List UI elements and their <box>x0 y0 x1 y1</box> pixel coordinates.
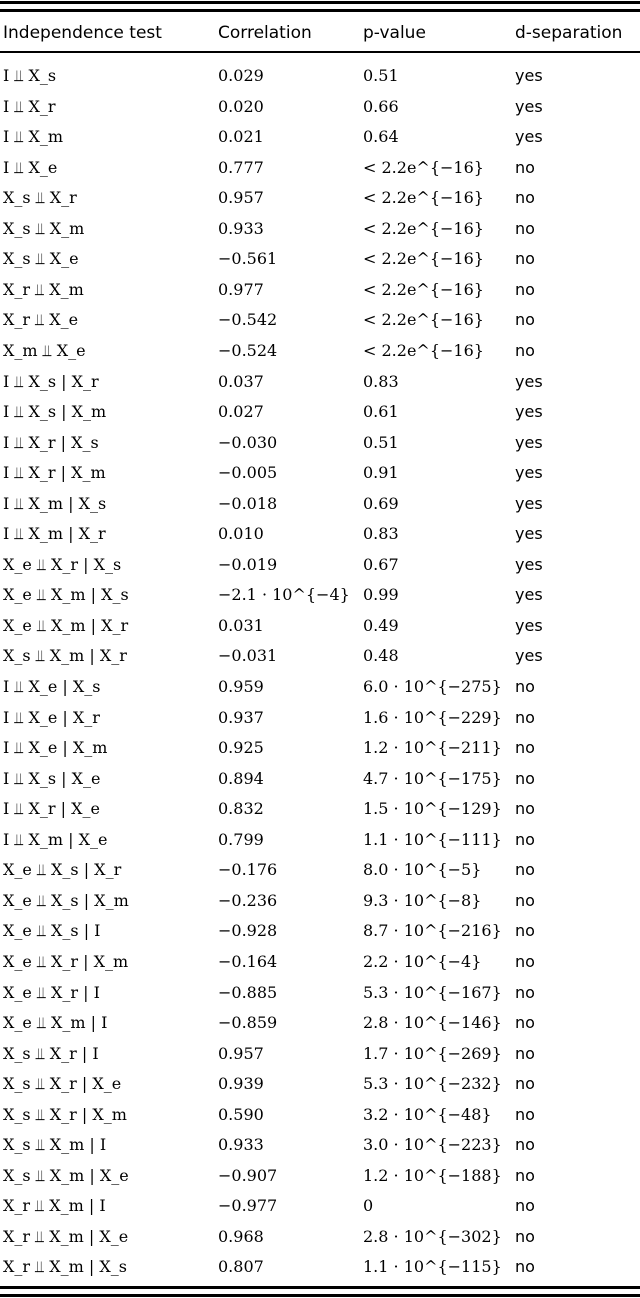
d-separation-cell: no <box>515 188 535 208</box>
correlation-cell: 0.029 <box>218 66 264 85</box>
correlation-cell: 0.959 <box>218 677 264 696</box>
p-value-cell: < 2.2e^{−16} <box>363 340 484 360</box>
independence-test-cell: X_s ⫫ X_r | X_m <box>3 1104 127 1124</box>
p-value-cell: 5.3 · 10^{−167} <box>363 982 502 1002</box>
independence-test-cell: X_r ⫫ X_e <box>3 310 79 330</box>
correlation-cell: −0.542 <box>218 310 278 330</box>
correlation-cell: 0.021 <box>218 127 264 147</box>
d-separation-cell: no <box>515 1196 535 1216</box>
independence-test-cell: X_r ⫫ X_m | X_s <box>3 1257 127 1277</box>
d-separation-cell: no <box>515 799 535 819</box>
p-value-cell: 2.2 · 10^{−4} <box>363 951 482 971</box>
d-separation-cell: no <box>515 951 535 971</box>
correlation-cell: −0.561 <box>218 249 278 269</box>
d-separation-cell: yes <box>515 493 543 513</box>
correlation-cell: 0.933 <box>218 218 264 238</box>
independence-test-cell: I ⫫ X_s <box>3 66 57 85</box>
table-row <box>0 61 640 91</box>
p-value-cell: 2.8 · 10^{−302} <box>363 1226 502 1246</box>
table-row <box>0 336 640 366</box>
independence-test-cell: I ⫫ X_m | X_r <box>3 524 106 544</box>
correlation-cell: −0.019 <box>218 554 278 574</box>
p-value-cell: 0.64 <box>363 127 399 147</box>
p-value-cell: < 2.2e^{−16} <box>363 310 484 330</box>
independence-test-cell: X_m ⫫ X_e <box>3 340 86 360</box>
d-separation-cell: yes <box>515 554 543 574</box>
correlation-cell: 0.590 <box>218 1104 264 1124</box>
table-row <box>0 489 640 519</box>
correlation-cell: 0.894 <box>218 768 264 788</box>
table-row <box>0 886 640 916</box>
correlation-cell: −0.018 <box>218 493 278 513</box>
correlation-cell: −0.030 <box>218 432 278 452</box>
d-separation-cell: no <box>515 310 535 330</box>
p-value-cell: 1.2 · 10^{−211} <box>363 738 502 758</box>
p-value-cell: 4.7 · 10^{−175} <box>363 768 502 788</box>
d-separation-cell: no <box>515 860 535 880</box>
p-value-cell: 9.3 · 10^{−8} <box>363 890 482 910</box>
independence-test-cell: X_e ⫫ X_r | X_m <box>3 951 129 971</box>
header-p-value: p-value <box>363 23 426 43</box>
p-value-cell: 0.66 <box>363 96 399 116</box>
table-row <box>0 305 640 335</box>
independence-test-cell: X_e ⫫ X_m | X_s <box>3 585 129 605</box>
correlation-cell: −0.885 <box>218 982 278 1002</box>
table-row <box>0 916 640 946</box>
table-row <box>0 794 640 824</box>
table-row <box>0 550 640 580</box>
correlation-cell: 0.968 <box>218 1226 264 1246</box>
correlation-cell: 0.031 <box>218 615 264 635</box>
p-value-cell: 3.2 · 10^{−48} <box>363 1104 492 1124</box>
correlation-cell: −0.031 <box>218 646 278 666</box>
p-value-cell: 1.7 · 10^{−269} <box>363 1043 502 1063</box>
p-value-cell: 1.6 · 10^{−229} <box>363 707 502 727</box>
table-row <box>0 641 640 671</box>
independence-test-cell: I ⫫ X_r | X_m <box>3 463 106 483</box>
p-value-cell: 1.2 · 10^{−188} <box>363 1165 502 1185</box>
d-separation-cell: yes <box>515 127 543 147</box>
d-separation-cell: no <box>515 1043 535 1063</box>
independence-test-cell: X_r ⫫ X_m | X_e <box>3 1226 129 1246</box>
table-row <box>0 153 640 183</box>
independence-test-cell: I ⫫ X_e <box>3 157 58 177</box>
p-value-cell: 8.0 · 10^{−5} <box>363 860 482 880</box>
independence-test-cell: X_e ⫫ X_r | X_s <box>3 554 122 574</box>
d-separation-cell: no <box>515 829 535 849</box>
p-value-cell: 0.83 <box>363 371 399 391</box>
p-value-cell: 0.83 <box>363 524 399 544</box>
independence-test-cell: I ⫫ X_r | X_e <box>3 799 100 819</box>
correlation-cell: −0.977 <box>218 1196 278 1216</box>
independence-test-cell: I ⫫ X_m <box>3 127 64 147</box>
independence-test-cell: X_e ⫫ X_m | X_r <box>3 615 129 635</box>
independence-test-cell: X_s ⫫ X_m | X_r <box>3 646 127 666</box>
independence-test-cell: X_s ⫫ X_m | X_e <box>3 1165 129 1185</box>
independence-test-cell: X_s ⫫ X_r | I <box>3 1043 99 1063</box>
p-value-cell: 2.8 · 10^{−146} <box>363 1013 502 1033</box>
correlation-cell: −0.005 <box>218 463 278 483</box>
correlation-cell: −0.524 <box>218 340 278 360</box>
d-separation-cell: yes <box>515 432 543 452</box>
independence-test-cell: X_e ⫫ X_m | I <box>3 1013 108 1033</box>
d-separation-cell: no <box>515 1104 535 1124</box>
table-row <box>0 1039 640 1069</box>
table-row <box>0 580 640 610</box>
d-separation-cell: no <box>515 890 535 910</box>
correlation-cell: 0.020 <box>218 96 264 116</box>
table-row <box>0 458 640 488</box>
independence-test-cell: X_e ⫫ X_s | X_m <box>3 890 129 910</box>
header-correlation: Correlation <box>218 23 312 43</box>
correlation-cell: 0.957 <box>218 188 264 208</box>
p-value-cell: 1.1 · 10^{−111} <box>363 829 502 849</box>
table-row <box>0 1191 640 1221</box>
table-row <box>0 214 640 244</box>
bottom-rule-2 <box>0 1294 640 1297</box>
d-separation-cell: yes <box>515 524 543 544</box>
d-separation-cell: no <box>515 677 535 696</box>
correlation-cell: −0.928 <box>218 921 278 941</box>
table-row <box>0 1130 640 1160</box>
header-independence-test: Independence test <box>3 23 162 43</box>
d-separation-cell: no <box>515 1013 535 1033</box>
top-rule-1 <box>0 1 640 4</box>
table-row <box>0 244 640 274</box>
correlation-cell: 0.027 <box>218 402 264 422</box>
table-row <box>0 1069 640 1099</box>
d-separation-cell: no <box>515 738 535 758</box>
table-row <box>0 367 640 397</box>
independence-test-cell: X_r ⫫ X_m <box>3 279 84 299</box>
independence-test-cell: X_s ⫫ X_m | I <box>3 1135 107 1155</box>
table-row <box>0 183 640 213</box>
correlation-cell: 0.939 <box>218 1074 264 1094</box>
p-value-cell: 1.1 · 10^{−115} <box>363 1257 502 1277</box>
d-separation-cell: no <box>515 340 535 360</box>
d-separation-cell: yes <box>515 585 543 605</box>
table-row <box>0 1100 640 1130</box>
top-rule-2 <box>0 9 640 12</box>
p-value-cell: 1.5 · 10^{−129} <box>363 799 502 819</box>
correlation-cell: −0.236 <box>218 890 278 910</box>
independence-test-cell: I ⫫ X_m | X_s <box>3 493 107 513</box>
independence-test-cell: X_s ⫫ X_e <box>3 249 79 269</box>
header-d-separation: d-separation <box>515 23 623 43</box>
p-value-cell: 0 <box>363 1196 374 1216</box>
correlation-cell: 0.037 <box>218 371 264 391</box>
p-value-cell: < 2.2e^{−16} <box>363 249 484 269</box>
p-value-cell: < 2.2e^{−16} <box>363 218 484 238</box>
correlation-cell: 0.933 <box>218 1135 264 1155</box>
p-value-cell: 0.51 <box>363 66 399 85</box>
independence-test-cell: X_s ⫫ X_r | X_e <box>3 1074 122 1094</box>
table-row <box>0 1252 640 1282</box>
correlation-cell: 0.832 <box>218 799 264 819</box>
p-value-cell: < 2.2e^{−16} <box>363 157 484 177</box>
independence-test-cell: I ⫫ X_e | X_s <box>3 677 101 696</box>
table-row <box>0 1161 640 1191</box>
independence-test-cell: I ⫫ X_s | X_e <box>3 768 101 788</box>
p-value-cell: 0.48 <box>363 646 399 666</box>
header-rule <box>0 51 640 53</box>
d-separation-cell: no <box>515 921 535 941</box>
p-value-cell: < 2.2e^{−16} <box>363 188 484 208</box>
d-separation-cell: no <box>515 1165 535 1185</box>
correlation-cell: −0.907 <box>218 1165 278 1185</box>
p-value-cell: 0.91 <box>363 463 399 483</box>
correlation-cell: 0.807 <box>218 1257 264 1277</box>
independence-test-cell: X_s ⫫ X_r <box>3 188 77 208</box>
d-separation-cell: no <box>515 707 535 727</box>
p-value-cell: 6.0 · 10^{−275} <box>363 677 502 696</box>
independence-test-cell: I ⫫ X_r | X_s <box>3 432 99 452</box>
correlation-cell: 0.010 <box>218 524 264 544</box>
p-value-cell: 0.49 <box>363 615 399 635</box>
correlation-cell: 0.977 <box>218 279 264 299</box>
independence-test-cell: I ⫫ X_e | X_m <box>3 738 108 758</box>
d-separation-cell: yes <box>515 646 543 666</box>
table-row <box>0 733 640 763</box>
table-row <box>0 428 640 458</box>
p-value-cell: 3.0 · 10^{−223} <box>363 1135 502 1155</box>
p-value-cell: 0.69 <box>363 493 399 513</box>
d-separation-cell: no <box>515 768 535 788</box>
independence-test-cell: X_e ⫫ X_s | X_r <box>3 860 122 880</box>
correlation-cell: 0.799 <box>218 829 264 849</box>
d-separation-cell: no <box>515 1226 535 1246</box>
correlation-cell: −0.164 <box>218 951 278 971</box>
p-value-cell: 8.7 · 10^{−216} <box>363 921 502 941</box>
d-separation-cell: no <box>515 1074 535 1094</box>
d-separation-cell: no <box>515 279 535 299</box>
p-value-cell: 0.61 <box>363 402 399 422</box>
p-value-cell: 0.51 <box>363 432 399 452</box>
table-row <box>0 275 640 305</box>
independence-test-cell: X_r ⫫ X_m | I <box>3 1196 106 1216</box>
independence-test-cell: X_s ⫫ X_m <box>3 218 85 238</box>
d-separation-cell: yes <box>515 371 543 391</box>
table-row <box>0 978 640 1008</box>
p-value-cell: < 2.2e^{−16} <box>363 279 484 299</box>
d-separation-cell: no <box>515 1135 535 1155</box>
d-separation-cell: no <box>515 157 535 177</box>
correlation-cell: −2.1 · 10^{−4} <box>218 585 350 605</box>
table-row <box>0 92 640 122</box>
d-separation-cell: no <box>515 1257 535 1277</box>
p-value-cell: 0.67 <box>363 554 399 574</box>
table-row <box>0 519 640 549</box>
table-row <box>0 825 640 855</box>
correlation-cell: −0.176 <box>218 860 278 880</box>
d-separation-cell: yes <box>515 463 543 483</box>
independence-test-cell: X_e ⫫ X_r | I <box>3 982 100 1002</box>
correlation-cell: 0.937 <box>218 707 264 727</box>
d-separation-cell: no <box>515 249 535 269</box>
table-row <box>0 1222 640 1252</box>
p-value-cell: 5.3 · 10^{−232} <box>363 1074 502 1094</box>
table-row <box>0 703 640 733</box>
d-separation-cell: yes <box>515 615 543 635</box>
independence-test-cell: I ⫫ X_e | X_r <box>3 707 100 727</box>
independence-test-cell: I ⫫ X_s | X_m <box>3 402 107 422</box>
table-row <box>0 764 640 794</box>
table-row <box>0 855 640 885</box>
d-separation-cell: no <box>515 218 535 238</box>
correlation-cell: 0.957 <box>218 1043 264 1063</box>
d-separation-cell: yes <box>515 96 543 116</box>
table-row <box>0 947 640 977</box>
independence-test-cell: X_e ⫫ X_s | I <box>3 921 101 941</box>
table-row <box>0 1008 640 1038</box>
bottom-rule-1 <box>0 1286 640 1289</box>
table-row <box>0 672 640 702</box>
d-separation-cell: no <box>515 982 535 1002</box>
correlation-cell: 0.777 <box>218 157 264 177</box>
d-separation-cell: yes <box>515 66 543 85</box>
table-row <box>0 122 640 152</box>
correlation-cell: −0.859 <box>218 1013 278 1033</box>
independence-test-cell: I ⫫ X_m | X_e <box>3 829 108 849</box>
p-value-cell: 0.99 <box>363 585 399 605</box>
d-separation-cell: yes <box>515 402 543 422</box>
table-row <box>0 611 640 641</box>
independence-test-cell: I ⫫ X_s | X_r <box>3 371 99 391</box>
table-row <box>0 397 640 427</box>
correlation-cell: 0.925 <box>218 738 264 758</box>
independence-test-cell: I ⫫ X_r <box>3 96 56 116</box>
